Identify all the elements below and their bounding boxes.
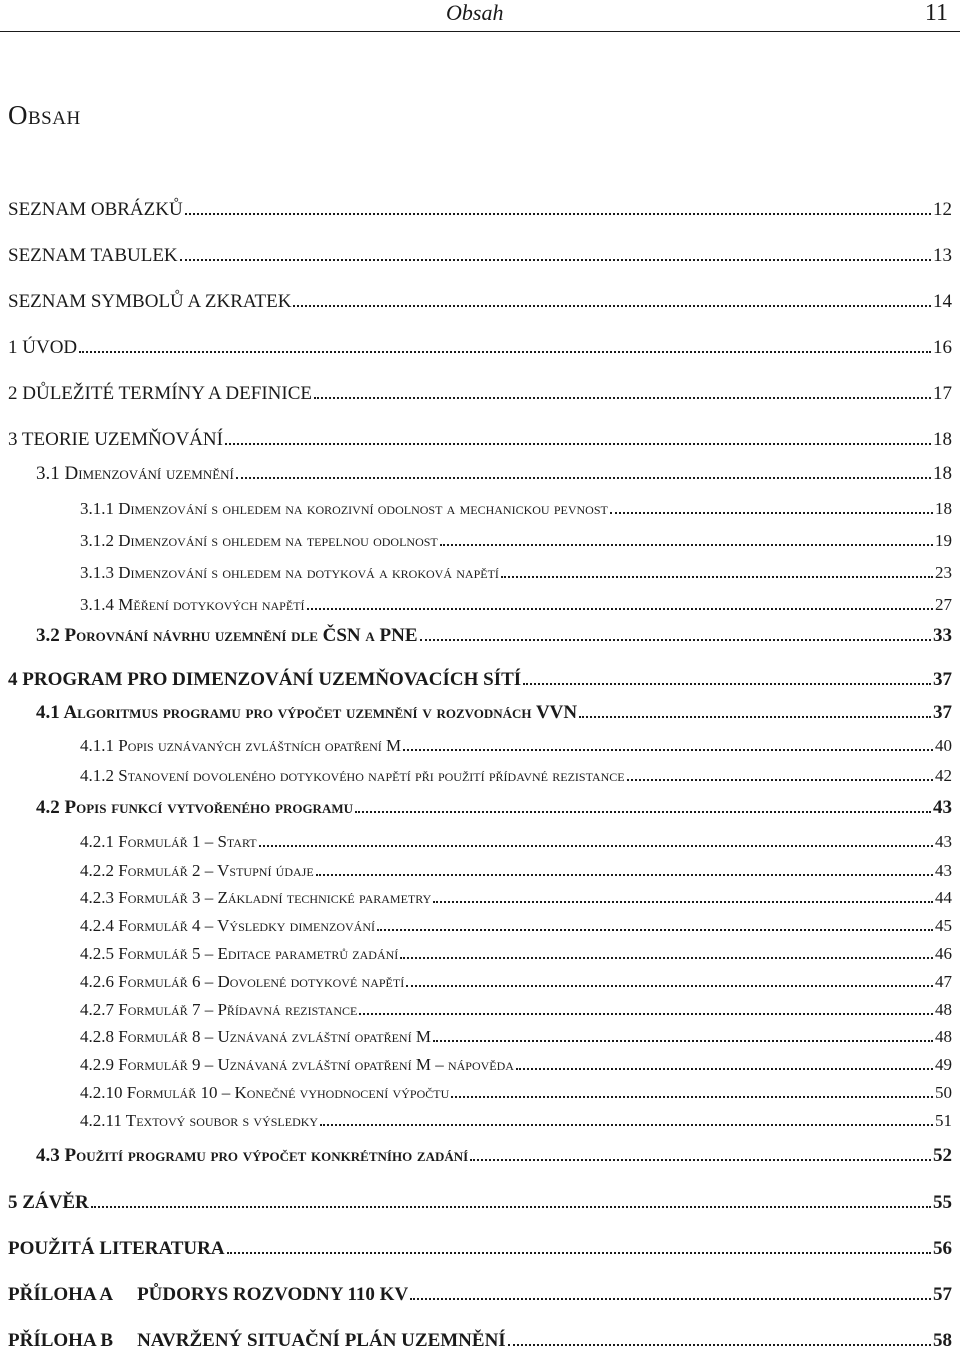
toc-entry[interactable]: PŘÍLOHA B NAVRŽENÝ SITUAČNÍ PLÁN UZEMNĚNÍ 58 bbox=[8, 1330, 952, 1351]
toc-entry[interactable]: 4.2.10 Formulář 10 – Konečné vyhodnocení výpočtu 50 bbox=[80, 1083, 952, 1102]
toc-entry[interactable]: 4.2.7 Formulář 7 – Přídavná rezistance 48 bbox=[80, 1000, 952, 1019]
toc-entry[interactable]: 3.1.2 Dimenzování s ohledem na tepelnou odolnost 19 bbox=[80, 531, 952, 550]
toc-title: Obsah bbox=[8, 100, 81, 130]
toc-entry[interactable]: 4.2 Popis funkcí vytvořeného programu 43 bbox=[36, 797, 952, 818]
toc-entry[interactable]: 4.2.11 Textový soubor s výsledky 51 bbox=[80, 1111, 952, 1130]
page-number: 11 bbox=[924, 0, 948, 26]
toc-entry[interactable]: 3.1.3 Dimenzování s ohledem na dotyková a kroková napětí 23 bbox=[80, 563, 952, 582]
toc-entry[interactable]: 4.1.2 Stanovení dovoleného dotykového napětí při použití přídavné rezistance 42 bbox=[80, 766, 952, 785]
toc-entry[interactable]: 4.1.1 Popis uznávaných zvláštních opatření M 40 bbox=[80, 736, 952, 755]
toc-entry[interactable]: 4.3 Použití programu pro výpočet konkrétního zadání 52 bbox=[36, 1145, 952, 1166]
toc-entry[interactable]: 4.2.8 Formulář 8 – Uznávaná zvláštní opatření M 48 bbox=[80, 1027, 952, 1046]
toc-entry[interactable]: 3.1.4 Měření dotykových napětí 27 bbox=[80, 595, 952, 614]
toc-entry[interactable]: 3.1 Dimenzování uzemnění 18 bbox=[36, 463, 952, 484]
toc-entry[interactable]: SEZNAM OBRÁZKŮ 12 bbox=[8, 199, 952, 220]
toc-entry[interactable]: 1 ÚVOD 16 bbox=[8, 337, 952, 358]
toc-entry[interactable]: 4 PROGRAM PRO DIMENZOVÁNÍ UZEMŇOVACÍCH SÍTÍ 37 bbox=[8, 669, 952, 690]
header-rule bbox=[0, 31, 960, 32]
toc-entry[interactable]: 4.2.9 Formulář 9 – Uznávaná zvláštní opatření M – nápověda 49 bbox=[80, 1055, 952, 1074]
toc-entry[interactable]: 4.2.4 Formulář 4 – Výsledky dimenzování 45 bbox=[80, 916, 952, 935]
toc-entry[interactable]: 4.2.3 Formulář 3 – Základní technické parametry 44 bbox=[80, 888, 952, 907]
toc-entry[interactable]: 3 TEORIE UZEMŇOVÁNÍ 18 bbox=[8, 429, 952, 450]
toc-entry[interactable]: POUŽITÁ LITERATURA 56 bbox=[8, 1238, 952, 1259]
toc-entry[interactable]: SEZNAM SYMBOLŮ A ZKRATEK 14 bbox=[8, 291, 952, 312]
toc-entry[interactable]: 4.2.6 Formulář 6 – Dovolené dotykové napětí 47 bbox=[80, 972, 952, 991]
toc-entry[interactable]: 4.2.2 Formulář 2 – Vstupní údaje 43 bbox=[80, 861, 952, 880]
page-header bbox=[0, 0, 960, 34]
toc-entry[interactable]: 4.1 Algoritmus programu pro výpočet uzemnění v rozvodnách VVN 37 bbox=[36, 702, 952, 723]
toc-entry[interactable]: 4.2.5 Formulář 5 – Editace parametrů zadání 46 bbox=[80, 944, 952, 963]
toc-entry[interactable]: PŘÍLOHA A PŮDORYS ROZVODNY 110 KV 57 bbox=[8, 1284, 952, 1305]
toc-entry[interactable]: 4.2.1 Formulář 1 – Start 43 bbox=[80, 832, 952, 851]
toc-entry[interactable]: 3.2 Porovnání návrhu uzemnění dle ČSN a PNE 33 bbox=[36, 625, 952, 646]
toc-entry[interactable]: SEZNAM TABULEK 13 bbox=[8, 245, 952, 266]
toc-entry[interactable]: 3.1.1 Dimenzování s ohledem na korozivní odolnost a mechanickou pevnost 18 bbox=[80, 499, 952, 518]
toc-entry[interactable]: 2 DŮLEŽITÉ TERMÍNY A DEFINICE 17 bbox=[8, 383, 952, 404]
toc-entry[interactable]: 5 ZÁVĚR 55 bbox=[8, 1192, 952, 1213]
running-header-title: Obsah bbox=[446, 0, 504, 25]
